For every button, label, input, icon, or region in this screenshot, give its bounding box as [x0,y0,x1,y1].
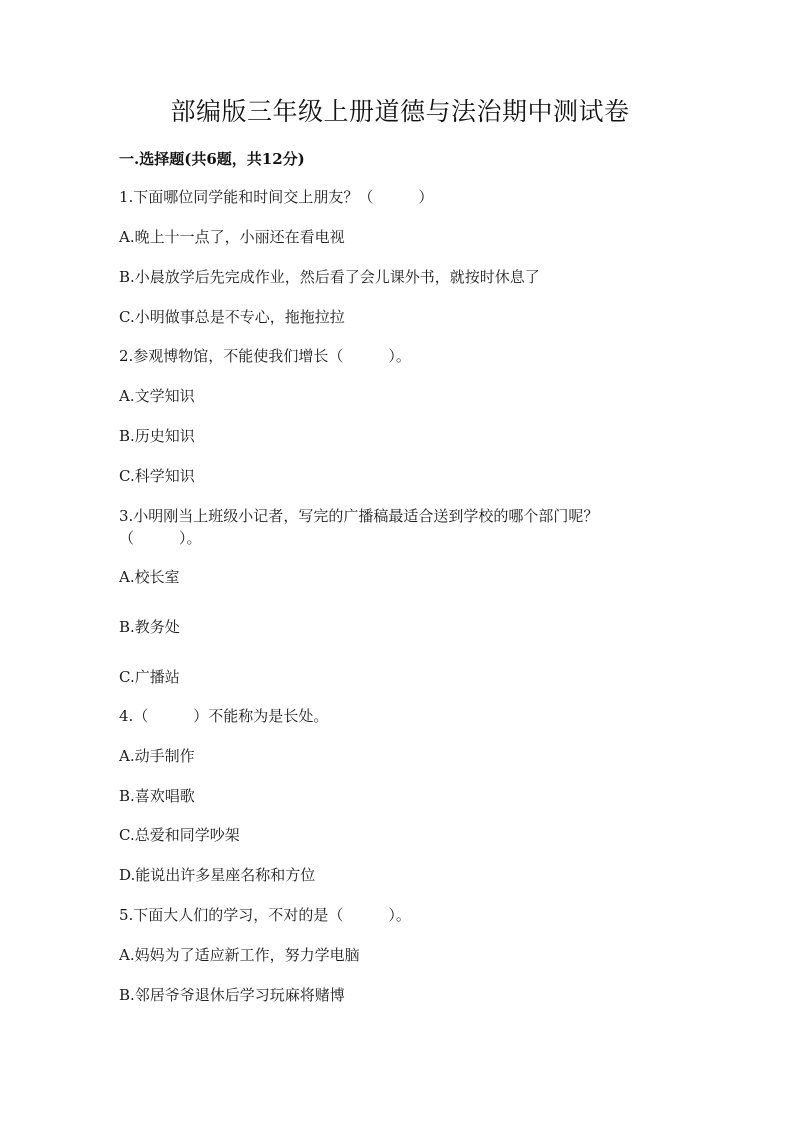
question-3-stem-line-2: （ ）。 [119,529,202,547]
question-4-option-a: A.动手制作 [119,747,195,765]
question-3-stem-line-1: 3.小明刚当上班级小记者，写完的广播稿最适合送到学校的哪个部门呢？ [119,507,599,525]
question-3-option-b: B.教务处 [119,618,180,636]
question-2-stem: 2.参观博物馆，不能使我们增长（ ）。 [119,347,411,365]
question-1-stem: 1.下面哪位同学能和时间交上朋友？（ ） [119,188,434,206]
section-heading: 一.选择题(共6题，共12分) [119,150,305,168]
question-4-stem: 4.（ ）不能称为是长处。 [119,707,329,725]
question-3-option-a: A.校长室 [119,568,180,586]
question-2-option-c: C.科学知识 [119,467,195,485]
page-title: 部编版三年级上册道德与法治期中测试卷 [170,97,630,126]
question-4-option-d: D.能说出许多星座名称和方位 [119,866,316,884]
question-5-option-b: B.邻居爷爷退休后学习玩麻将赌博 [119,986,345,1004]
question-1-option-c: C.小明做事总是不专心，拖拖拉拉 [119,308,345,326]
question-4-option-c: C.总爱和同学吵架 [119,826,240,844]
question-5-stem: 5.下面大人们的学习，不对的是（ ）。 [119,906,411,924]
question-2-option-a: A.文学知识 [119,387,195,405]
question-1-option-a: A.晚上十一点了，小丽还在看电视 [119,228,345,246]
question-3-option-c: C.广播站 [119,668,180,686]
question-4-option-b: B.喜欢唱歌 [119,787,195,805]
question-1-option-b: B.小晨放学后先完成作业，然后看了会儿课外书，就按时休息了 [119,268,540,286]
question-5-option-a: A.妈妈为了适应新工作，努力学电脑 [119,946,360,964]
question-2-option-b: B.历史知识 [119,427,195,445]
